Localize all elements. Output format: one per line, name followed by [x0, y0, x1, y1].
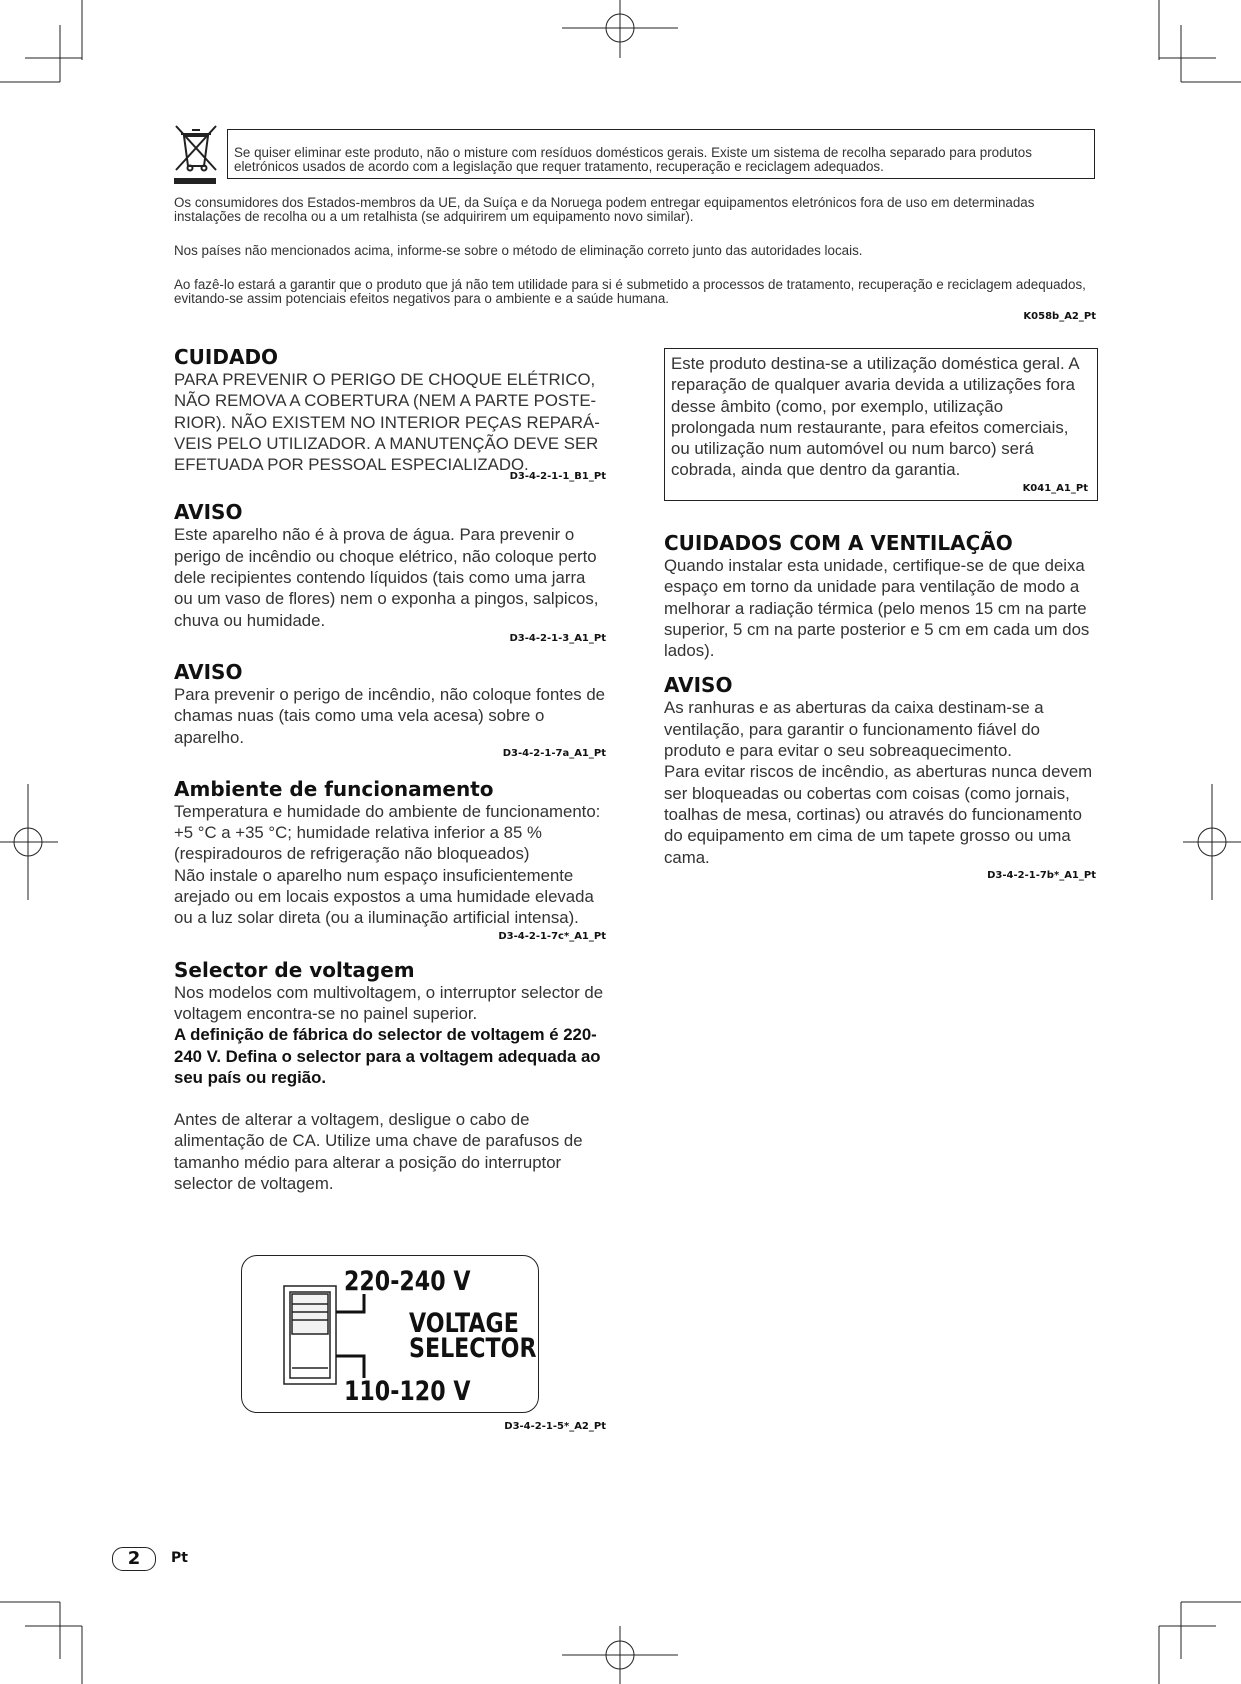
ambiente-line-1: Temperatura e humidade do ambiente de funcionamento: — [174, 801, 601, 821]
weee-paragraph-3: Ao fazê-lo estará a garantir que o produto que já não tem utilidade para si é submetido a processos de tratamento, recuperação e reciclagem adequados, evitando-se assim potenciais efeitos negativos para o ambiente e a saúde humana. — [174, 277, 1086, 306]
voltage-low-label: 110-120 V — [344, 1376, 471, 1407]
page-language: Pt — [171, 1550, 188, 1566]
voltage-selector-figure — [241, 1255, 539, 1413]
cuidado-code: D3-4-2-1-1_B1_Pt — [509, 471, 606, 483]
ventilacao-text: Quando instalar esta unidade, certifique-se de que deixa espaço em torno da unidade para ventilação de modo a melhorar a radiação térmica (pelo menos 15 cm na parte superior, 5 cm na parte posterior e 5 cm em cada um dos lados). — [664, 556, 1090, 661]
aviso-ventilation-heading: AVISO — [664, 673, 733, 698]
domestic-use-text: Este produto destina-se a utilização doméstica geral. A reparação de qualquer avaria devida a utilizações fora desse âmbito (como, por exemplo, utilização prolongada num restaurante, para efeitos comerciais, ou utilização num automóvel ou num barco) será cobrada, ainda que dentro da garantia. — [671, 354, 1079, 480]
page-number-badge — [112, 1547, 156, 1571]
cuidado-text: PARA PREVENIR O PERIGO DE CHOQUE ELÉTRICO, NÃO REMOVA A COBERTURA (NEM A PARTE POSTE-RIOR). NÃO EXISTEM NO INTERIOR PEÇAS REPARÁ-VEIS PELO UTILIZADOR. A MANUTENÇÃO DEVE SER EFETUADA POR PESSOAL ESPECIALIZADO. — [174, 370, 600, 475]
aviso-flame-code: D3-4-2-1-7a_A1_Pt — [502, 747, 606, 759]
aviso-water-heading: AVISO — [174, 500, 243, 525]
selector-code: D3-4-2-1-5*_A2_Pt — [504, 1421, 606, 1432]
voltage-high-label: 220-240 V — [344, 1266, 471, 1297]
domestic-use-box — [664, 348, 1098, 501]
weee-paragraph-1: Os consumidores dos Estados-membros da UE, da Suíça e da Noruega podem entregar equipamentos eletrónicos fora de uso em determinadas instalações de recolha ou a um retalhista (se adquirirem um equipamento novo similar). — [174, 195, 1035, 224]
aviso-ventilation-text-1: As ranhuras e as aberturas da caixa destinam-se a ventilação, para garantir o funcionamento fiável do produto e para evitar o seu sobreaquecimento. — [664, 698, 1044, 761]
selector-text-2: Antes de alterar a voltagem, desligue o cabo de alimentação de CA. Utilize uma chave de parafusos de tamanho médio para alterar a posição do interruptor selector de voltagem. — [174, 1110, 583, 1194]
left-column — [174, 345, 606, 1194]
selector-text-1: Nos modelos com multivoltagem, o interruptor selector de voltagem encontra-se no painel superior. — [174, 982, 604, 1023]
voltage-selector-label-1: VOLTAGE — [409, 1308, 519, 1339]
selector-heading: Selector de voltagem — [174, 957, 415, 982]
voltage-selector-label-2: SELECTOR — [409, 1333, 537, 1364]
weee-paragraph-2: Nos países não mencionados acima, informe-se sobre o método de eliminação correto junto das autoridades locais. — [174, 243, 863, 258]
page-number: 2 — [127, 1548, 141, 1569]
aviso-water-text: Este aparelho não é à prova de água. Para prevenir o perigo de incêndio ou choque elétrico, não coloque perto dele recipientes contendo líquidos (tais como uma jarra ou um vaso de flores) nem o exponha a pingos, salpicos, chuva ou humidade. — [174, 525, 599, 630]
ambiente-code: D3-4-2-1-7c*_A1_Pt — [498, 930, 606, 942]
aviso-flame-text: Para prevenir o perigo de incêndio, não coloque fontes de chamas nuas (tais como uma vela acesa) sobre o aparelho. — [174, 684, 606, 747]
domestic-use-code: K041_A1_Pt — [1022, 483, 1088, 494]
ambiente-line-3: Não instale o aparelho num espaço insuficientemente arejado ou em locais expostos a uma humidade elevada ou a luz solar direta (ou a iluminação artificial intensa). — [174, 865, 594, 928]
ambiente-heading: Ambiente de funcionamento — [174, 776, 494, 801]
aviso-ventilation-code: D3-4-2-1-7b*_A1_Pt — [987, 869, 1096, 881]
weee-crossed-bin-icon — [172, 122, 220, 186]
aviso-flame-heading: AVISO — [174, 659, 243, 684]
aviso-ventilation-text-2: Para evitar riscos de incêndio, as aberturas nunca devem ser bloqueadas ou cobertas com coisas (como jornais, toalhas de mesa, cortinas) ou através do funcionamento do equipamento em cima de um tapete grosso ou uma cama. — [664, 762, 1093, 867]
cuidado-heading: CUIDADO — [174, 345, 279, 369]
weee-notice-text: Se quiser eliminar este produto, não o misture com resíduos domésticos gerais. Existe um sistema de recolha separado para produtos eletrónicos usados de acordo com a legislação que requer tratamento, recuperação e reciclagem adequados. — [234, 145, 1032, 174]
right-column — [664, 531, 1096, 881]
ambiente-line-2: +5 °C a +35 °C; humidade relativa inferior a 85 % (respiradouros de refrigeração não bloqueados) — [174, 823, 542, 864]
aviso-water-code: D3-4-2-1-3_A1_Pt — [509, 632, 606, 644]
selector-bold-text: A definição de fábrica do selector de voltagem é 220-240 V. Defina o selector para a voltagem adequada ao seu país ou região. — [174, 1025, 601, 1087]
ventilacao-heading: CUIDADOS COM A VENTILAÇÃO — [664, 531, 1013, 555]
weee-code: K058b_A2_Pt — [1023, 311, 1096, 322]
weee-notice-box — [227, 129, 1095, 179]
